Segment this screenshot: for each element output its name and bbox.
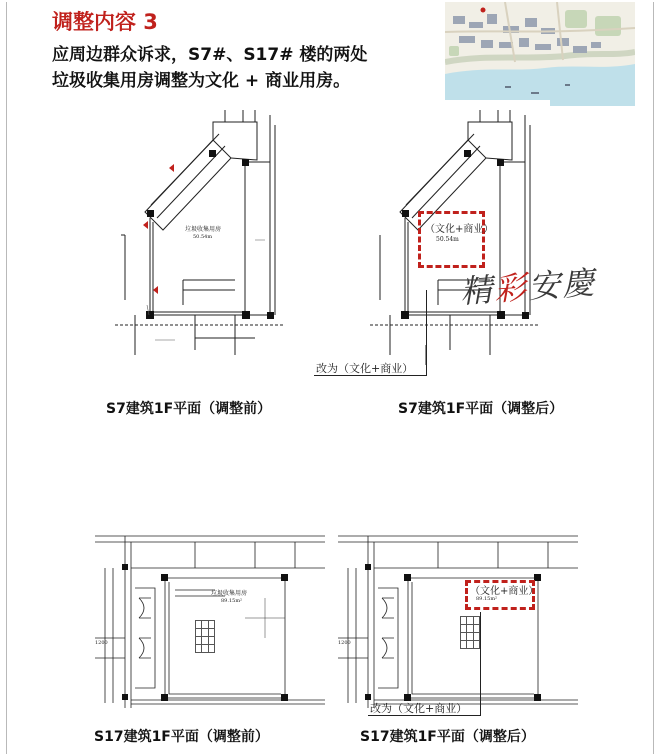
watermark-logo: 精彩安慶	[458, 263, 598, 311]
s17-after-callout: 改为（文化+商业）	[370, 702, 468, 715]
s17-after-callout-leader	[480, 612, 481, 716]
s17-before-area: 89.15m²	[221, 598, 243, 604]
s17-before-caption: S17建筑1F平面（调整前）	[94, 729, 269, 745]
s7-before-area: 50.54m	[193, 234, 213, 240]
description-line-2: 垃圾收集用房调整为文化 + 商业用房。	[52, 71, 351, 91]
page-title: 调整内容 3	[52, 10, 158, 34]
s7-before-room-name: 垃圾收集用房	[185, 226, 222, 233]
s17-after-label: （文化+商业）	[470, 586, 539, 597]
s17-plan-after	[338, 528, 578, 708]
s7-after-callout: 改为（文化+商业）	[316, 362, 414, 375]
s7-plan-after	[350, 100, 550, 365]
s7-before-caption: S7建筑1F平面（调整前）	[106, 401, 272, 417]
s17-before-area-table	[195, 620, 215, 653]
s7-after-area: 50.54m	[436, 236, 459, 243]
s17-after-caption: S17建筑1F平面（调整后）	[360, 729, 535, 745]
s7-after-callout-leader	[426, 290, 427, 376]
s7-plan-before	[95, 100, 295, 365]
s17-after-dim: 1200	[338, 640, 351, 646]
s17-before-dim: 1200	[95, 640, 108, 646]
site-map-image	[445, 2, 635, 106]
s7-after-caption: S7建筑1F平面（调整后）	[398, 401, 564, 417]
s17-plan-before	[95, 528, 325, 708]
s17-after-callout-underline	[368, 715, 480, 716]
s17-after-area-table	[460, 616, 480, 649]
description-line-1: 应周边群众诉求，S7#、S17# 楼的两处	[52, 45, 368, 65]
s17-after-area: 89.15m²	[476, 596, 498, 602]
s17-before-room-name: 垃圾收集用房	[211, 590, 248, 597]
s7-after-label: （文化+商业）	[425, 224, 494, 235]
s7-after-callout-underline	[314, 375, 426, 376]
